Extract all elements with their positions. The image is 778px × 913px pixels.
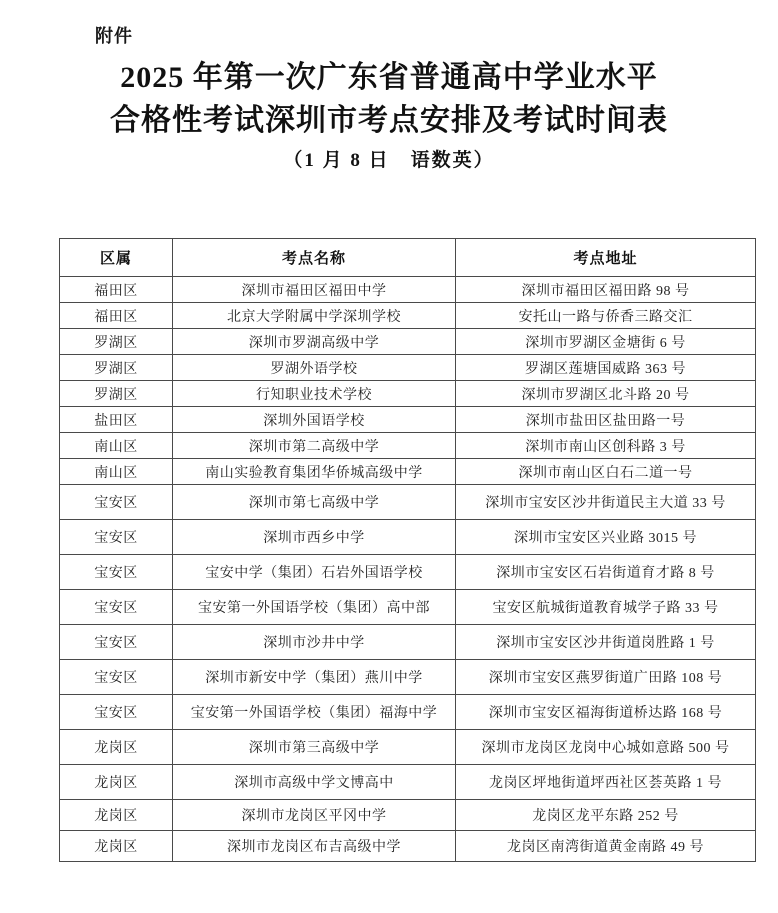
table-row [60,590,756,625]
column-header-site-address: 考点地址 [456,239,756,277]
table-row [60,800,756,831]
table-row [60,625,756,660]
district-cell: 南山区 [60,459,173,485]
table-row [60,485,756,520]
table-row [60,520,756,555]
site-address-cell: 安托山一路与侨香三路交汇 [456,303,756,329]
site-name-cell: 宝安中学（集团）石岩外国语学校 [173,555,456,590]
district-cell: 宝安区 [60,485,173,520]
site-name-cell: 深圳市沙井中学 [173,625,456,660]
site-name-cell: 深圳市第二高级中学 [173,433,456,459]
column-header-site-name: 考点名称 [173,239,456,277]
district-cell: 龙岗区 [60,831,173,862]
district-cell: 罗湖区 [60,355,173,381]
table-row [60,660,756,695]
district-cell: 福田区 [60,303,173,329]
district-cell: 龙岗区 [60,800,173,831]
site-name-cell: 深圳市龙岗区布吉高级中学 [173,831,456,862]
district-cell: 宝安区 [60,520,173,555]
site-name-cell: 深圳市第七高级中学 [173,485,456,520]
district-cell: 龙岗区 [60,765,173,800]
site-name-cell: 南山实验教育集团华侨城高级中学 [173,459,456,485]
title-line-1: 2025 年第一次广东省普通高中学业水平 [120,61,658,94]
site-address-cell: 深圳市南山区创科路 3 号 [456,433,756,459]
table-row [60,695,756,730]
site-name-cell: 宝安第一外国语学校（集团）高中部 [173,590,456,625]
district-cell: 盐田区 [60,407,173,433]
district-cell: 宝安区 [60,590,173,625]
site-address-cell: 深圳市宝安区沙井街道民主大道 33 号 [456,485,756,520]
table-row [60,730,756,765]
site-address-cell: 龙岗区龙平东路 252 号 [456,800,756,831]
site-name-cell: 深圳外国语学校 [173,407,456,433]
district-cell: 福田区 [60,277,173,303]
district-cell: 宝安区 [60,695,173,730]
attachment-label: 附件 [95,26,133,46]
table-row [60,407,756,433]
district-cell: 龙岗区 [60,730,173,765]
title-line-2: 合格性考试深圳市考点安排及考试时间表 [110,104,668,137]
site-address-cell: 深圳市罗湖区金塘街 6 号 [456,329,756,355]
site-name-cell: 深圳市福田区福田中学 [173,277,456,303]
site-name-cell: 深圳市罗湖高级中学 [173,329,456,355]
site-address-cell: 深圳市罗湖区北斗路 20 号 [456,381,756,407]
table-row [60,381,756,407]
site-address-cell: 深圳市宝安区兴业路 3015 号 [456,520,756,555]
document-title [0,56,778,142]
table-row [60,555,756,590]
exam-sites-table [59,238,756,862]
table-row [60,765,756,800]
district-cell: 宝安区 [60,555,173,590]
site-address-cell: 深圳市龙岗区龙岗中心城如意路 500 号 [456,730,756,765]
site-name-cell: 深圳市第三高级中学 [173,730,456,765]
site-name-cell: 行知职业技术学校 [173,381,456,407]
site-address-cell: 龙岗区坪地街道坪西社区荟英路 1 号 [456,765,756,800]
site-name-cell: 深圳市西乡中学 [173,520,456,555]
document-subtitle: （1 月 8 日 语数英） [283,150,495,171]
site-address-cell: 深圳市宝安区石岩街道育才路 8 号 [456,555,756,590]
site-address-cell: 深圳市福田区福田路 98 号 [456,277,756,303]
site-name-cell: 宝安第一外国语学校（集团）福海中学 [173,695,456,730]
district-cell: 宝安区 [60,625,173,660]
site-name-cell: 深圳市龙岗区平冈中学 [173,800,456,831]
site-address-cell: 深圳市南山区白石二道一号 [456,459,756,485]
site-name-cell: 北京大学附属中学深圳学校 [173,303,456,329]
table-row [60,329,756,355]
site-name-cell: 深圳市新安中学（集团）燕川中学 [173,660,456,695]
site-address-cell: 宝安区航城街道教育城学子路 33 号 [456,590,756,625]
site-address-cell: 深圳市宝安区燕罗街道广田路 108 号 [456,660,756,695]
table-row [60,355,756,381]
district-cell: 罗湖区 [60,381,173,407]
district-cell: 罗湖区 [60,329,173,355]
district-cell: 宝安区 [60,660,173,695]
table-row [60,459,756,485]
table-row [60,277,756,303]
site-name-cell: 罗湖外语学校 [173,355,456,381]
table-row [60,303,756,329]
site-name-cell: 深圳市高级中学文博高中 [173,765,456,800]
table-row [60,433,756,459]
site-address-cell: 罗湖区莲塘国威路 363 号 [456,355,756,381]
table-row [60,831,756,862]
site-address-cell: 深圳市盐田区盐田路一号 [456,407,756,433]
district-cell: 南山区 [60,433,173,459]
site-address-cell: 深圳市宝安区福海街道桥达路 168 号 [456,695,756,730]
table-header-row [60,239,756,277]
column-header-district: 区属 [60,239,173,277]
site-address-cell: 深圳市宝安区沙井街道岗胜路 1 号 [456,625,756,660]
site-address-cell: 龙岗区南湾街道黄金南路 49 号 [456,831,756,862]
table-body [60,277,756,862]
